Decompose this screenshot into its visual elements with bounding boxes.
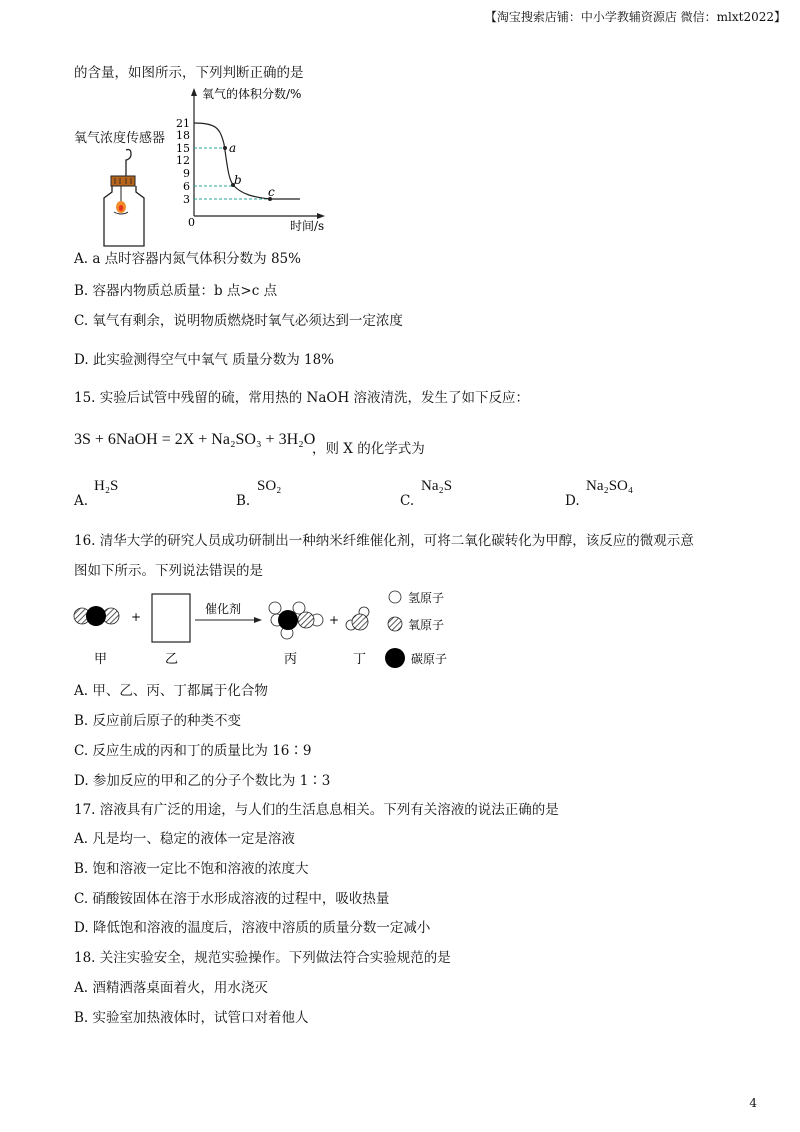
label-jia: 甲 — [94, 652, 108, 667]
y-axis-label: 氧气的体积分数/% — [202, 87, 302, 101]
q15-option-d-formula: Na₂SO₄ — [586, 478, 634, 494]
q16-stem-line1: 16. 清华大学的研究人员成功研制出一种纳米纤维催化剂，可将二氧化碳转化为甲醇，该反应的微观示意 — [74, 533, 694, 549]
point-b-label: b — [234, 173, 242, 187]
q14-option-b: B. 容器内物质总质量：b 点>c 点 — [74, 283, 278, 299]
q15-equation-tail: ，则 X 的化学式为 — [312, 441, 425, 457]
y-tick: 18 — [176, 129, 190, 142]
legend-hydrogen: 氢原子 — [408, 591, 445, 605]
plus-sign: + — [131, 610, 142, 624]
q15-option-d-letter: D. — [565, 493, 580, 509]
y-tick: 21 — [176, 117, 190, 130]
point-a — [223, 146, 227, 150]
q16-option-a: A. 甲、乙、丙、丁都属于化合物 — [74, 683, 268, 699]
point-c-label: c — [268, 185, 275, 199]
oxygen-graph — [160, 84, 340, 234]
q18-stem: 18. 关注实验安全，规范实验操作。下列做法符合实验规范的是 — [74, 950, 451, 966]
reaction-diagram — [70, 584, 470, 674]
label-bing: 丙 — [284, 652, 298, 667]
combustion-apparatus — [100, 148, 150, 248]
q17-option-c: C. 硝酸铵固体在溶于水形成溶液的过程中，吸收热量 — [74, 891, 390, 907]
point-a-label: a — [229, 141, 237, 155]
q16-option-c: C. 反应生成的丙和丁的质量比为 16∶9 — [74, 743, 312, 759]
legend-carbon-icon — [385, 648, 405, 668]
q15-option-c-letter: C. — [400, 493, 415, 509]
q17-stem: 17. 溶液具有广泛的用途，与人们的生活息息相关。下列有关溶液的说法正确的是 — [74, 802, 559, 818]
y-tick: 6 — [183, 180, 190, 193]
q15-option-b-formula: SO₂ — [257, 478, 282, 494]
page-number: 4 — [749, 1096, 757, 1110]
molecule-ding — [346, 607, 369, 630]
label-yi: 乙 — [165, 652, 179, 667]
plus-sign: + — [329, 613, 340, 627]
q18-option-a: A. 酒精洒落桌面着火，用水浇灭 — [74, 980, 268, 996]
y-tick: 9 — [183, 167, 190, 180]
origin-label: 0 — [188, 216, 195, 229]
catalyst-label: 催化剂 — [205, 602, 242, 616]
legend-oxygen-icon — [388, 617, 402, 631]
legend-oxygen: 氧原子 — [408, 618, 445, 632]
q15-stem: 15. 实验后试管中残留的硫，常用热的 NaOH 溶液清洗，发生了如下反应： — [74, 390, 530, 406]
q15-option-c-formula: Na₂S — [421, 478, 453, 494]
q16-stem-line2: 图如下所示。下列说法错误的是 — [74, 563, 263, 579]
q14-option-c: C. 氧气有剩余，说明物质燃烧时氧气必须达到一定浓度 — [74, 313, 403, 329]
page-header: 【淘宝搜索店铺：中小学教辅资源店 微信：mlxt2022】 — [484, 10, 786, 24]
q14-stem-tail: 的含量，如图所示，下列判断正确的是 — [74, 65, 304, 81]
x-axis-label: 时间/s — [290, 219, 325, 233]
q16-option-d: D. 参加反应的甲和乙的分子个数比为 1∶3 — [74, 773, 331, 789]
legend-hydrogen-icon — [389, 591, 401, 603]
q17-option-b: B. 饱和溶液一定比不饱和溶液的浓度大 — [74, 861, 309, 877]
legend-carbon: 碳原子 — [411, 652, 448, 666]
label-ding: 丁 — [353, 652, 367, 667]
q18-option-b: B. 实验室加热液体时，试管口对着他人 — [74, 1010, 309, 1026]
q15-option-a-formula: H₂S — [94, 478, 119, 494]
q14-option-a: A. a 点时容器内氮气体积分数为 85% — [74, 251, 301, 267]
q16-option-b: B. 反应前后原子的种类不变 — [74, 713, 242, 729]
q17-option-d: D. 降低饱和溶液的温度后，溶液中溶质的质量分数一定减小 — [74, 920, 431, 936]
q17-option-a: A. 凡是均一、稳定的液体一定是溶液 — [74, 831, 295, 847]
q14-option-d: D. 此实验测得空气中氧气 质量分数为 18% — [74, 352, 335, 368]
q15-option-b-letter: B. — [236, 493, 251, 509]
oxygen-curve — [194, 123, 300, 199]
y-tick: 12 — [176, 154, 190, 167]
q15-option-a-letter: A. — [74, 493, 89, 509]
y-tick: 3 — [183, 193, 190, 206]
q15-equation: 3S + 6NaOH = 2X + Na₂SO₃ + 3H₂O — [74, 431, 316, 448]
y-tick: 15 — [176, 142, 190, 155]
molecule-bing — [269, 602, 323, 639]
molecule-jia — [74, 606, 119, 626]
molecule-yi-box — [152, 594, 190, 642]
sensor-label: 氧气浓度传感器 — [74, 131, 166, 146]
